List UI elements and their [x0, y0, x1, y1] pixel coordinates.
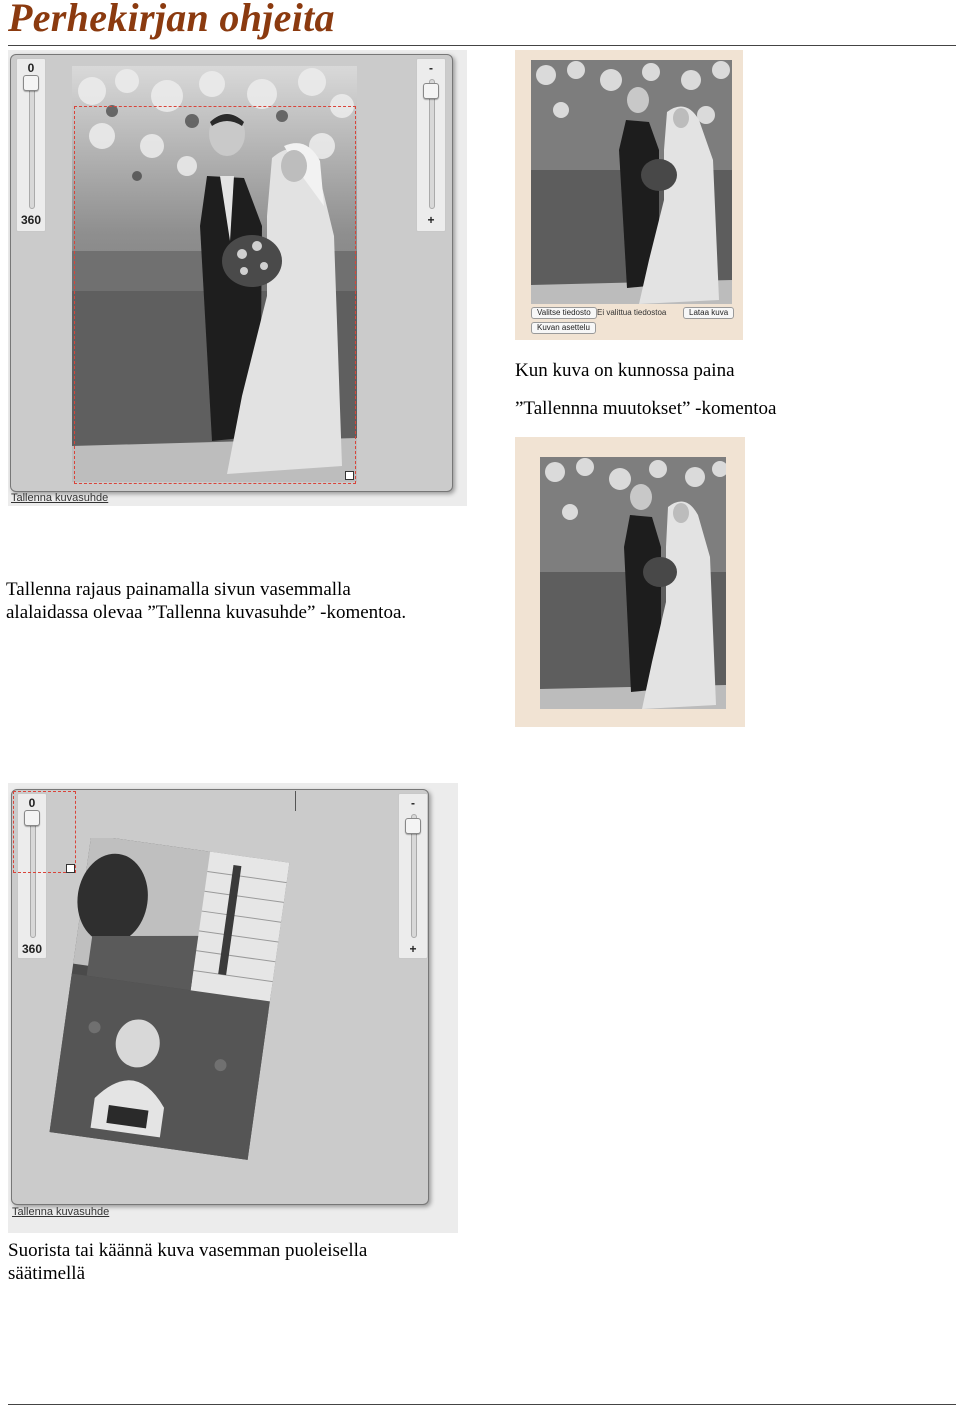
- page-title: Perhekirjan ohjeita: [8, 0, 335, 40]
- save-aspect-ratio-link[interactable]: Tallenna kuvasuhde: [11, 492, 109, 504]
- header-divider: [8, 45, 956, 46]
- rotate-instruction-line-2: säätimellä: [8, 1263, 86, 1284]
- rotation-slider-handle[interactable]: [23, 75, 39, 91]
- upload-image-button[interactable]: Lataa kuva: [683, 307, 734, 319]
- no-file-selected-text: Ei valittua tiedostoa: [597, 308, 667, 317]
- zoom-slider-handle[interactable]: [405, 818, 421, 834]
- baby-photo: [38, 838, 308, 1178]
- rotation-min-label: 0: [28, 796, 36, 810]
- final-card-screenshot: [515, 437, 745, 727]
- rotation-slider[interactable]: [16, 58, 46, 232]
- choose-file-button[interactable]: Valitse tiedosto: [531, 307, 597, 319]
- rotate-instruction-text: [8, 1239, 468, 1285]
- zoom-slider[interactable]: [416, 58, 446, 232]
- crop-resize-handle[interactable]: [345, 471, 354, 480]
- rotate-instruction-line-1: Suorista tai käännä kuva vasemman puoleisella: [8, 1240, 368, 1261]
- rotate-editor-screenshot: [8, 783, 458, 1233]
- zoom-slider[interactable]: [398, 793, 428, 959]
- image-settings-button[interactable]: Kuvan asettelu: [531, 322, 596, 334]
- crop-instruction-text: [6, 578, 486, 624]
- zoom-slider-handle[interactable]: [423, 83, 439, 99]
- rotation-guide-line: [295, 791, 296, 811]
- save-instruction-line-1: Kun kuva on kunnossa paina: [515, 360, 735, 381]
- rotation-max-label: 360: [20, 213, 42, 227]
- wedding-photo-preview: [531, 60, 732, 304]
- zoom-in-icon[interactable]: +: [427, 213, 435, 227]
- zoom-out-icon[interactable]: -: [429, 61, 433, 75]
- save-instruction-line-2: ”Tallennna muutokset” -komentoa: [515, 398, 777, 419]
- rotation-min-label: 0: [27, 61, 35, 75]
- wedding-photo-final: [540, 457, 726, 709]
- save-instruction-text: [515, 359, 935, 420]
- crop-area[interactable]: [74, 106, 356, 484]
- footer-divider: [8, 1404, 956, 1405]
- save-aspect-ratio-link[interactable]: Tallenna kuvasuhde: [12, 1206, 110, 1218]
- crop-instruction-line-2: alalaidassa olevaa ”Tallenna kuvasuhde” -komentoa.: [6, 602, 407, 623]
- zoom-out-icon[interactable]: -: [411, 796, 415, 810]
- card-preview-screenshot: [515, 50, 743, 340]
- crop-instruction-line-1: Tallenna rajaus painamalla sivun vasemmalla: [6, 579, 351, 600]
- zoom-in-icon[interactable]: +: [409, 942, 417, 956]
- rotation-max-label: 360: [21, 942, 43, 956]
- rotation-slider-track[interactable]: [29, 79, 35, 209]
- crop-editor-screenshot: [8, 50, 467, 506]
